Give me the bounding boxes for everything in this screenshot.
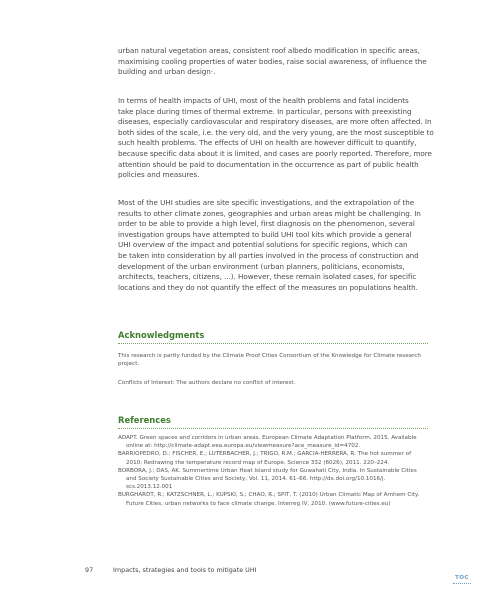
text-line: building and urban design·. — [118, 67, 216, 77]
text-line: BARRIOPEDRO, D.; FISCHER, E.; LUTERBACHER, J.; TRIGO, R.M.; GARCIA-HERRERA, R. The hot summer of — [118, 451, 412, 458]
paragraph-2 — [118, 96, 434, 181]
text-line: order to be able to provide a high level, first diagnosis on the phenomenon, several — [118, 219, 415, 229]
references-heading: References — [118, 415, 171, 425]
dotted-divider — [118, 428, 428, 429]
toc-link[interactable]: TOC — [455, 575, 469, 581]
conflict-statement: Conflicts of Interest: The authors declare no conflict of interest. — [118, 380, 296, 386]
text-line: project. — [118, 361, 140, 368]
text-line: BURGHARDT, R.; KATZSCHNER, L.; KUPSKI, S.; CHAO, R.; SPIT, T. (2010) Urban Climatic Map of Arnhem City. — [118, 492, 420, 499]
text-line: architects, teachers, citizens, ...). However, these remain isolated cases, for specific — [118, 272, 417, 282]
text-line: maximising cooling properties of water bodies, raise social awareness, of influence the — [118, 56, 427, 66]
text-line: both sides of the scale, i.e. the very old, and the very young, are the most susceptible to — [118, 127, 434, 137]
text-line: online at: http://climate-adapt.eea.europa.eu/viewmeasure?ace_measure_id=4702. — [126, 443, 361, 450]
toc-underline — [453, 583, 471, 584]
text-line: investigation groups have attempted to build UHI tool kits which provide a general — [118, 229, 412, 239]
text-line: In terms of health impacts of UHI, most of the health problems and fatal incidents — [118, 96, 409, 105]
text-line: Most of the UHI studies are site specific investigations, and the extrapolation of the — [118, 198, 415, 207]
acknowledgments-heading: Acknowledgments — [118, 330, 205, 340]
dotted-divider — [118, 343, 428, 344]
reference-item — [118, 450, 428, 466]
text-line: take place during times of thermal extreme. In particular, persons with preexisting — [118, 106, 412, 116]
text-line: be taken into consideration by all parties involved in the process of construction and — [118, 250, 419, 260]
text-line: development of the urban environment (urban planners, politicians, economists, — [118, 261, 405, 271]
funding-statement — [118, 352, 428, 368]
text-line: because specific data about it is limited, and cases are poorly reported. Therefore, more — [118, 148, 432, 158]
text-line: scs.2013.12.001 — [126, 484, 173, 491]
reference-item — [118, 467, 428, 492]
reference-item — [118, 491, 428, 507]
text-line: diseases, especially cardiovascular and respiratory diseases, are more often affected. In — [118, 117, 432, 127]
paragraph-text — [118, 46, 428, 78]
text-line: policies and measures. — [118, 170, 200, 180]
paragraph-text — [118, 198, 428, 293]
text-line: and Society Sustainable Cities and Society, Vol. 11, 2014. 61–66. http://dx.doi.org/10.1016/j. — [126, 476, 386, 483]
page-footer — [85, 566, 257, 574]
text-line: BORBORA, J.; DAS, AK. Summertime Urban Heat Island study for Guwahati City, India. In Sustainable Cities — [118, 467, 417, 474]
reference-item — [118, 434, 428, 450]
text-line: UHI overview of the impact and potential solutions for specific regions, which can — [118, 240, 408, 250]
text-line: attention should be paid to documentation in the occurrence as part of public health — [118, 159, 419, 169]
reference-list — [118, 434, 428, 508]
text-line: urban natural vegetation areas, consistent roof albedo modification in specific areas, — [118, 46, 420, 55]
text-line: Future Cities, urban networks to face climate change. Interreg IV, 2010. (www.future-cities.eu) — [126, 500, 391, 507]
text-line: such health problems. The effects of UHI on health are however difficult to quantify, — [118, 138, 417, 148]
text-line: results to other climate zones, geographies and urban areas might be challenging. In — [118, 208, 421, 218]
running-title: Impacts, strategies and tools to mitigate UHI — [113, 566, 257, 574]
text-line: ADAPT. Green spaces and corridors in urban areas. European Climate Adaptation Platform, 2015. Available — [118, 435, 417, 441]
text-line: This research is partly funded by the Climate Proof Cities Consortium of the Knowledge for Climate research — [118, 353, 421, 359]
page-number: 97 — [85, 566, 94, 574]
text-line: locations and they do not quantify the effect of the measures on populations health. — [118, 282, 418, 292]
paragraph-text — [118, 96, 434, 181]
paragraph-1 — [118, 46, 428, 78]
paragraph-3 — [118, 198, 428, 293]
text-line: 2010: Redrawing the temperature record map of Europe. Science 332 (6026), 2011. 220–224. — [126, 459, 390, 466]
